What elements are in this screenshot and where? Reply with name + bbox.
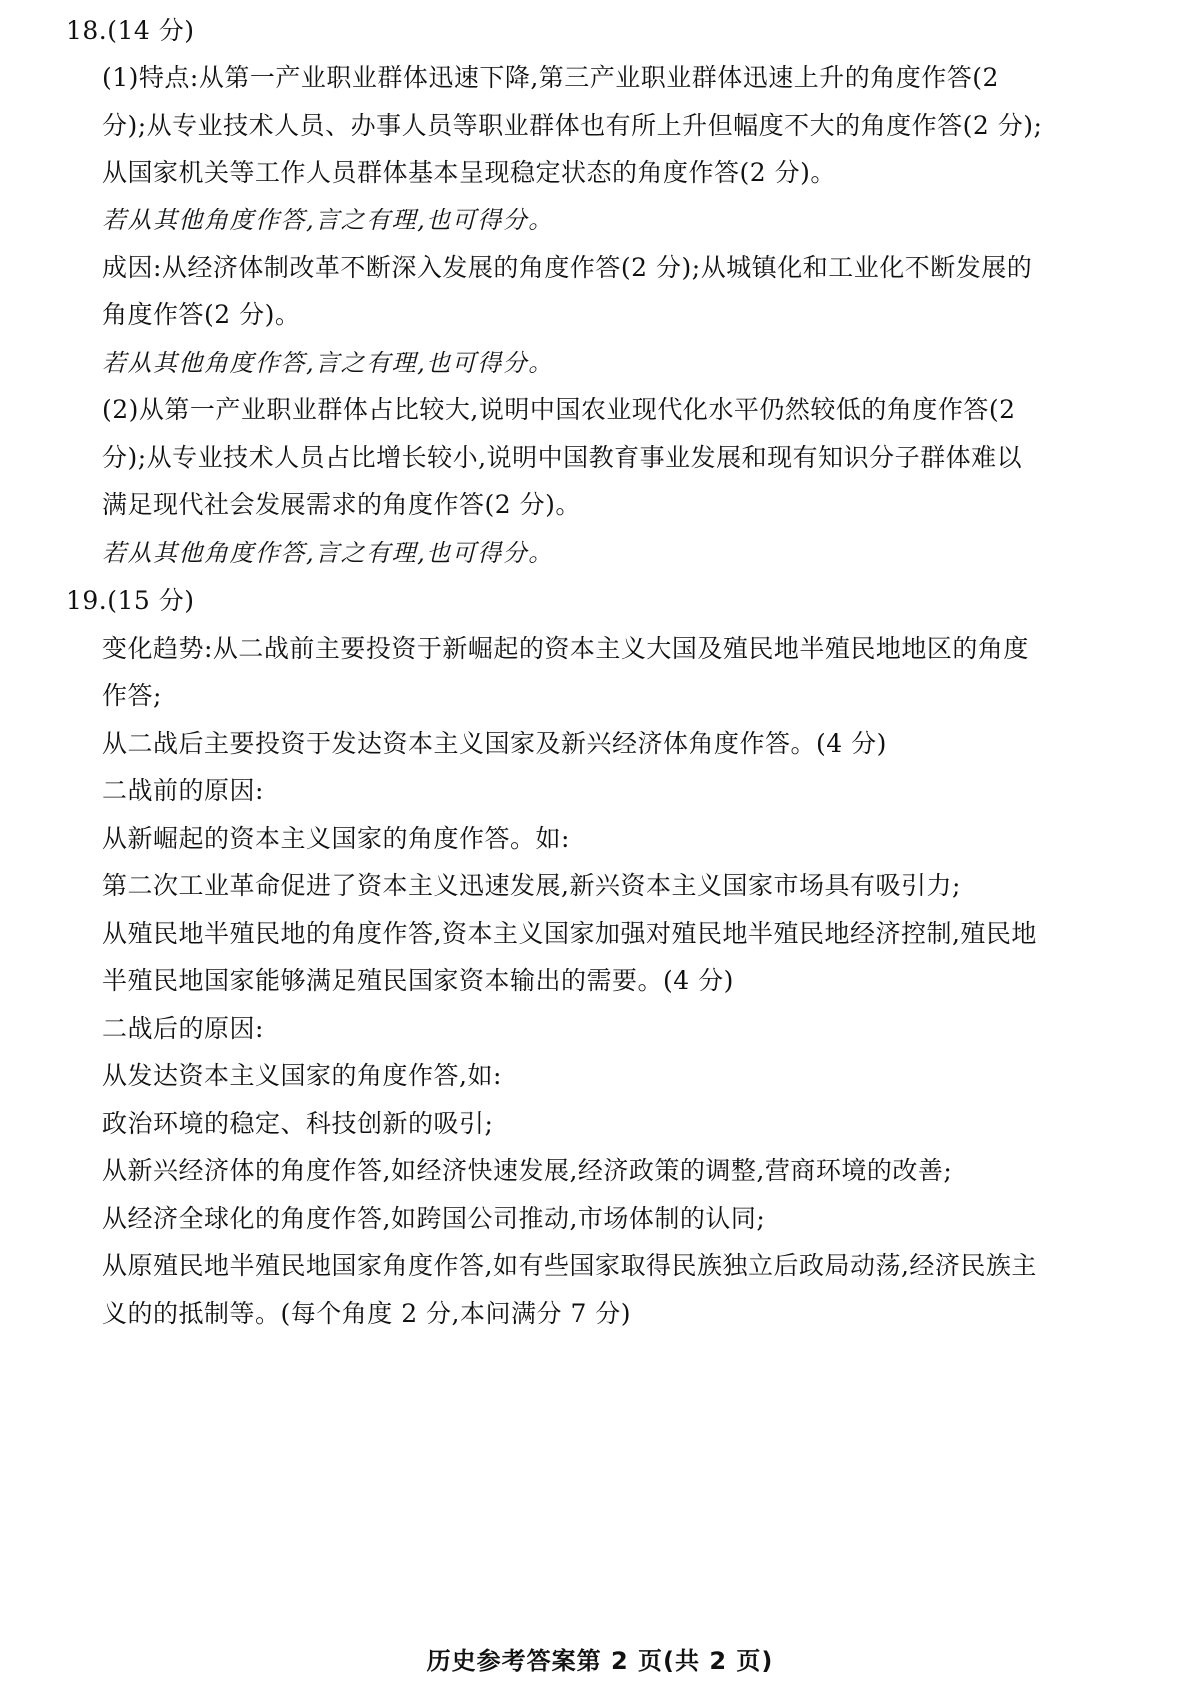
question-18-heading: 18.(14 分) [66, 16, 195, 45]
q18-line: (2)从第一产业职业群体占比较大,说明中国农业现代化水平仍然较低的角度作答(2 [102, 395, 1016, 424]
q19-line: 变化趋势:从二战前主要投资于新崛起的资本主义大国及殖民地半殖民地地区的角度 [102, 634, 1029, 663]
q19-line: 政治环境的稳定、科技创新的吸引; [102, 1109, 494, 1138]
q18-line: 角度作答(2 分)。 [102, 300, 301, 329]
q19-line: 二战前的原因: [102, 776, 264, 805]
q19-line: 从新崛起的资本主义国家的角度作答。如: [102, 824, 570, 853]
q19-line: 第二次工业革命促进了资本主义迅速发展,新兴资本主义国家市场具有吸引力; [102, 871, 961, 900]
q19-line: 作答; [102, 681, 162, 710]
q18-line: (1)特点:从第一产业职业群体迅速下降,第三产业职业群体迅速上升的角度作答(2 [102, 63, 999, 92]
q18-note: 若从其他角度作答,言之有理,也可得分。 [102, 539, 554, 567]
q19-line: 从经济全球化的角度作答,如跨国公司推动,市场体制的认同; [102, 1204, 766, 1233]
page-footer: 历史参考答案第 2 页(共 2 页) [426, 1647, 774, 1675]
q19-line: 从原殖民地半殖民地国家角度作答,如有些国家取得民族独立后政局动荡,经济民族主 [102, 1251, 1037, 1280]
q19-line: 从发达资本主义国家的角度作答,如: [102, 1061, 502, 1090]
q18-line: 从国家机关等工作人员群体基本呈现稳定状态的角度作答(2 分)。 [102, 158, 836, 187]
q18-line: 分);从专业技术人员、办事人员等职业群体也有所上升但幅度不大的角度作答(2 分); [102, 111, 1043, 140]
q19-line: 从殖民地半殖民地的角度作答,资本主义国家加强对殖民地半殖民地经济控制,殖民地 [102, 919, 1037, 948]
q18-line: 分);从专业技术人员占比增长较小,说明中国教育事业发展和现有知识分子群体难以 [102, 443, 1023, 472]
q19-line: 半殖民地国家能够满足殖民国家资本输出的需要。(4 分) [102, 966, 734, 995]
q18-line: 成因:从经济体制改革不断深入发展的角度作答(2 分);从城镇化和工业化不断发展的 [102, 253, 1033, 282]
q19-line: 二战后的原因: [102, 1014, 264, 1043]
q19-line: 从二战后主要投资于发达资本主义国家及新兴经济体角度作答。(4 分) [102, 729, 887, 758]
q18-note: 若从其他角度作答,言之有理,也可得分。 [102, 206, 554, 234]
q18-note: 若从其他角度作答,言之有理,也可得分。 [102, 349, 554, 377]
question-19-heading: 19.(15 分) [66, 586, 195, 615]
q19-line: 义的的抵制等。(每个角度 2 分,本问满分 7 分) [102, 1299, 632, 1328]
q19-line: 从新兴经济体的角度作答,如经济快速发展,经济政策的调整,营商环境的改善; [102, 1156, 953, 1185]
q18-line: 满足现代社会发展需求的角度作答(2 分)。 [102, 490, 581, 519]
